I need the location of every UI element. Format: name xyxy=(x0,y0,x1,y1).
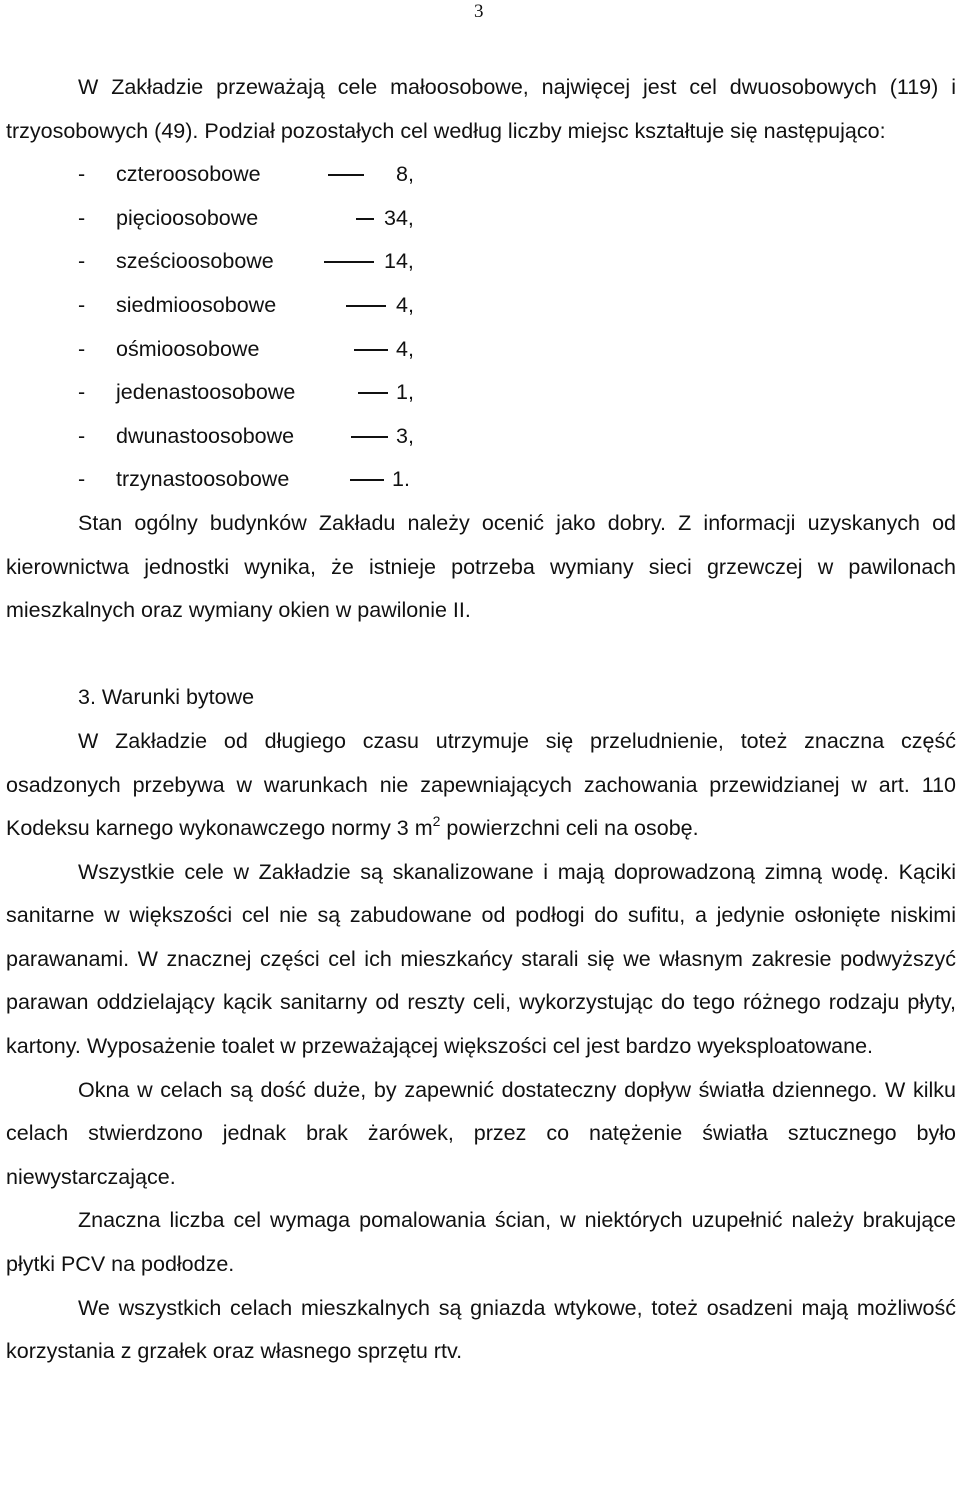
sockets-paragraph xyxy=(6,1287,956,1374)
painting-line-2: brakujące płytki PCV na podłodze. xyxy=(6,1208,956,1277)
cell-type-name: czteroosobowe xyxy=(116,162,261,187)
em-dash-line xyxy=(350,479,384,481)
list-item xyxy=(6,458,956,502)
windows-line-1: Okna w celach są dość duże, by zapewnić dostateczny dopływ światła xyxy=(78,1077,765,1102)
cell-type-name: ośmioosobowe xyxy=(116,336,260,361)
overcrowding-line-1: W Zakładzie od długiego czasu utrzymuje się przeludnienie, toteż znaczna xyxy=(78,728,885,753)
windows-paragraph xyxy=(6,1069,956,1200)
overcrowding-line-3: przewidzianej w art. 110 Kodeksu karnego wykonawczego normy 3 m xyxy=(6,772,956,841)
cell-type-name: sześcioosobowe xyxy=(116,249,274,274)
page-number: 3 xyxy=(474,1,484,22)
list-item xyxy=(6,328,956,372)
em-dash-line xyxy=(358,392,388,394)
painting-line-1: Znaczna liczba cel wymaga pomalowania ścian, w niektórych uzupełnić należy xyxy=(78,1208,854,1233)
document-body xyxy=(6,66,956,1374)
windows-line-2: dziennego. W kilku celach stwierdzono jednak brak żarówek, przez co natężenie xyxy=(6,1077,956,1146)
em-dash-line xyxy=(356,218,374,220)
sanitation-line-1: Wszystkie cele w Zakładzie są skanalizowane i mają doprowadzoną zimną xyxy=(78,859,822,884)
sockets-line-2: możliwość korzystania z grzałek oraz własnego sprzętu rtv. xyxy=(6,1295,956,1364)
cell-count: 1. xyxy=(392,467,410,492)
cell-count: 14, xyxy=(384,249,414,274)
sanitation-line-4: się we własnym zakresie podwyższyć parawan oddzielający kącik sanitarny od reszty xyxy=(6,946,956,1015)
list-dash: - xyxy=(78,292,86,317)
intro-line-2: (119) i trzyosobowych (49). Podział pozostałych cel według liczby miejsc kształtuje xyxy=(6,75,956,143)
list-dash: - xyxy=(78,162,86,187)
superscript-two: 2 xyxy=(432,813,441,830)
condition-line-1: Stan ogólny budynków Zakładu należy ocenić jako dobry. Z informacji xyxy=(78,510,796,535)
intro-line-3: się następująco: xyxy=(730,118,886,143)
cell-type-name: pięcioosobowe xyxy=(116,205,259,230)
overcrowding-paragraph xyxy=(6,720,956,851)
em-dash-line xyxy=(351,436,388,438)
cell-type-name: siedmioosobowe xyxy=(116,292,277,317)
list-item xyxy=(6,197,956,241)
cell-type-name: dwunastoosobowe xyxy=(116,423,295,448)
cell-type-name: jedenastoosobowe xyxy=(116,380,296,405)
list-dash: - xyxy=(78,380,86,405)
cell-count: 4, xyxy=(396,292,414,317)
em-dash-line xyxy=(346,305,386,307)
condition-line-3: grzewczej w pawilonach mieszkalnych oraz wymiany okien w pawilonie II. xyxy=(6,554,957,623)
sanitation-paragraph xyxy=(6,851,956,1069)
cell-type-name: trzynastoosobowe xyxy=(116,467,290,492)
list-dash: - xyxy=(78,467,86,492)
cell-count: 4, xyxy=(396,336,414,361)
list-dash: - xyxy=(78,249,86,274)
list-item xyxy=(6,371,956,415)
section-title: Warunki bytowe xyxy=(101,685,255,710)
cell-capacity-list xyxy=(6,153,956,502)
cell-count: 1, xyxy=(396,380,414,405)
cell-count: 34, xyxy=(384,205,414,230)
list-dash: - xyxy=(78,423,86,448)
list-item xyxy=(6,284,956,328)
list-item xyxy=(6,415,956,459)
cell-count: 3, xyxy=(396,423,414,448)
overcrowding-line-4: celi na osobę. xyxy=(565,816,699,841)
list-dash: - xyxy=(78,205,86,230)
em-dash-line xyxy=(328,174,364,176)
section-number: 3. xyxy=(78,685,96,710)
sanitation-line-6: w przeważającej większości cel jest bardzo wyeksploatowane. xyxy=(280,1034,874,1059)
em-dash-line xyxy=(324,261,374,263)
painting-paragraph xyxy=(6,1199,956,1286)
overcrowding-line-2: część osadzonych przebywa w warunkach nie zapewniających zachowania xyxy=(6,728,956,797)
sanitation-line-3: a jedynie osłonięte niskimi parawanami. W znacznej części cel ich mieszkańcy starali xyxy=(6,903,956,971)
section-heading xyxy=(6,676,956,720)
intro-line-1: W Zakładzie przeważają cele małoosobowe, najwięcej jest cel dwuosobowych xyxy=(78,75,877,99)
windows-line-3: światła sztucznego było niewystarczające. xyxy=(6,1121,956,1189)
sanitation-line-2: wodę. Kąciki sanitarne w większości cel nie są zabudowane od podłogi do sufitu, xyxy=(6,859,956,928)
sockets-line-1: We wszystkich celach mieszkalnych są gniazda wtykowe, toteż osadzeni mają xyxy=(78,1295,849,1320)
cell-count: 8, xyxy=(396,162,414,187)
em-dash-line xyxy=(354,349,388,351)
overcrowding-line-3-end: powierzchni xyxy=(440,816,560,841)
sanitation-line-5: celi, wykorzystując do tego różnego rodzaju płyty, kartony. Wyposażenie toalet xyxy=(6,990,956,1059)
list-item xyxy=(6,240,956,284)
intro-paragraph xyxy=(6,66,956,153)
building-condition-paragraph xyxy=(6,502,956,633)
list-item xyxy=(6,153,956,197)
condition-line-2: uzyskanych od kierownictwa jednostki wynika, że istnieje potrzeba wymiany sieci xyxy=(6,510,957,579)
list-dash: - xyxy=(78,336,86,361)
